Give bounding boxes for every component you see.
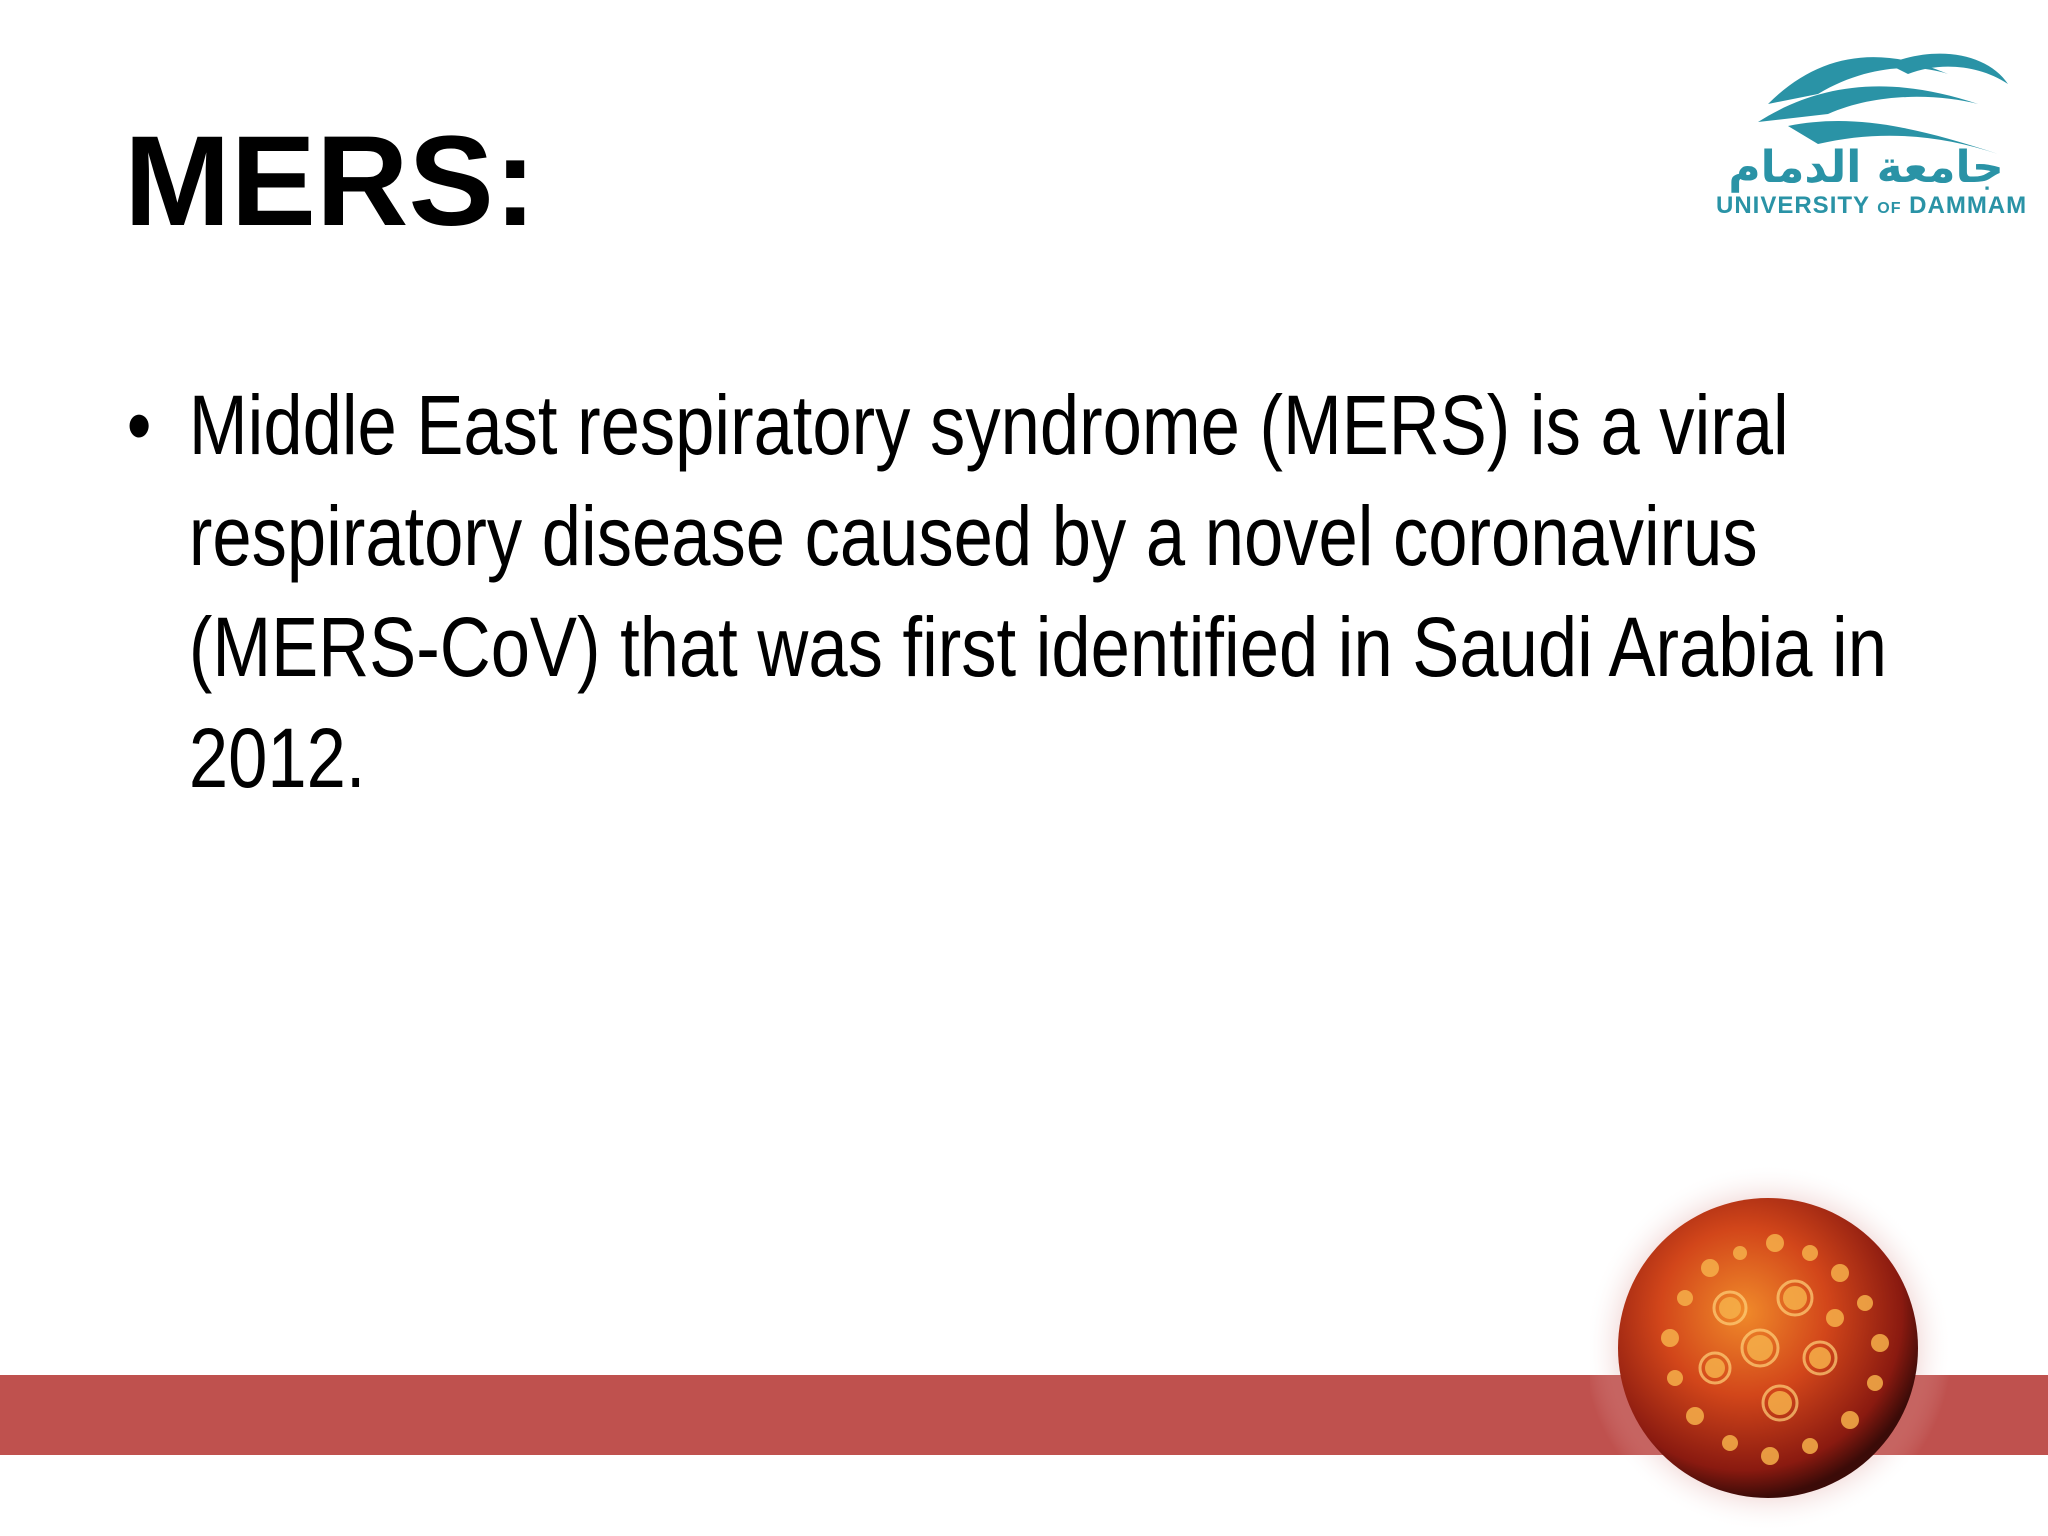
- bullet-text: Middle East respiratory syndrome (MERS) is a viral respiratory disease caused by a novel coronavirus (MERS-CoV) that was first identified in Saudi Arabia in 2012.: [188, 378, 1887, 805]
- bullet-marker: •: [126, 378, 152, 472]
- logo-latin-main: UNIVERSITY: [1716, 192, 1870, 219]
- coronavirus-illustration: [1590, 1158, 1960, 1536]
- logo-latin-end: DAMMAM: [1909, 192, 2028, 219]
- bullet-item: [120, 370, 1953, 814]
- virus-icon: [1590, 1158, 1960, 1536]
- logo-latin-text: [1716, 192, 2027, 220]
- university-logo: [1708, 34, 2028, 230]
- slide-title: MERS:: [124, 110, 537, 253]
- bullet-list: [120, 370, 1960, 814]
- logo-arabic-text: جامعة الدمام: [1728, 142, 2004, 193]
- logo-latin-of: OF: [1877, 200, 1902, 217]
